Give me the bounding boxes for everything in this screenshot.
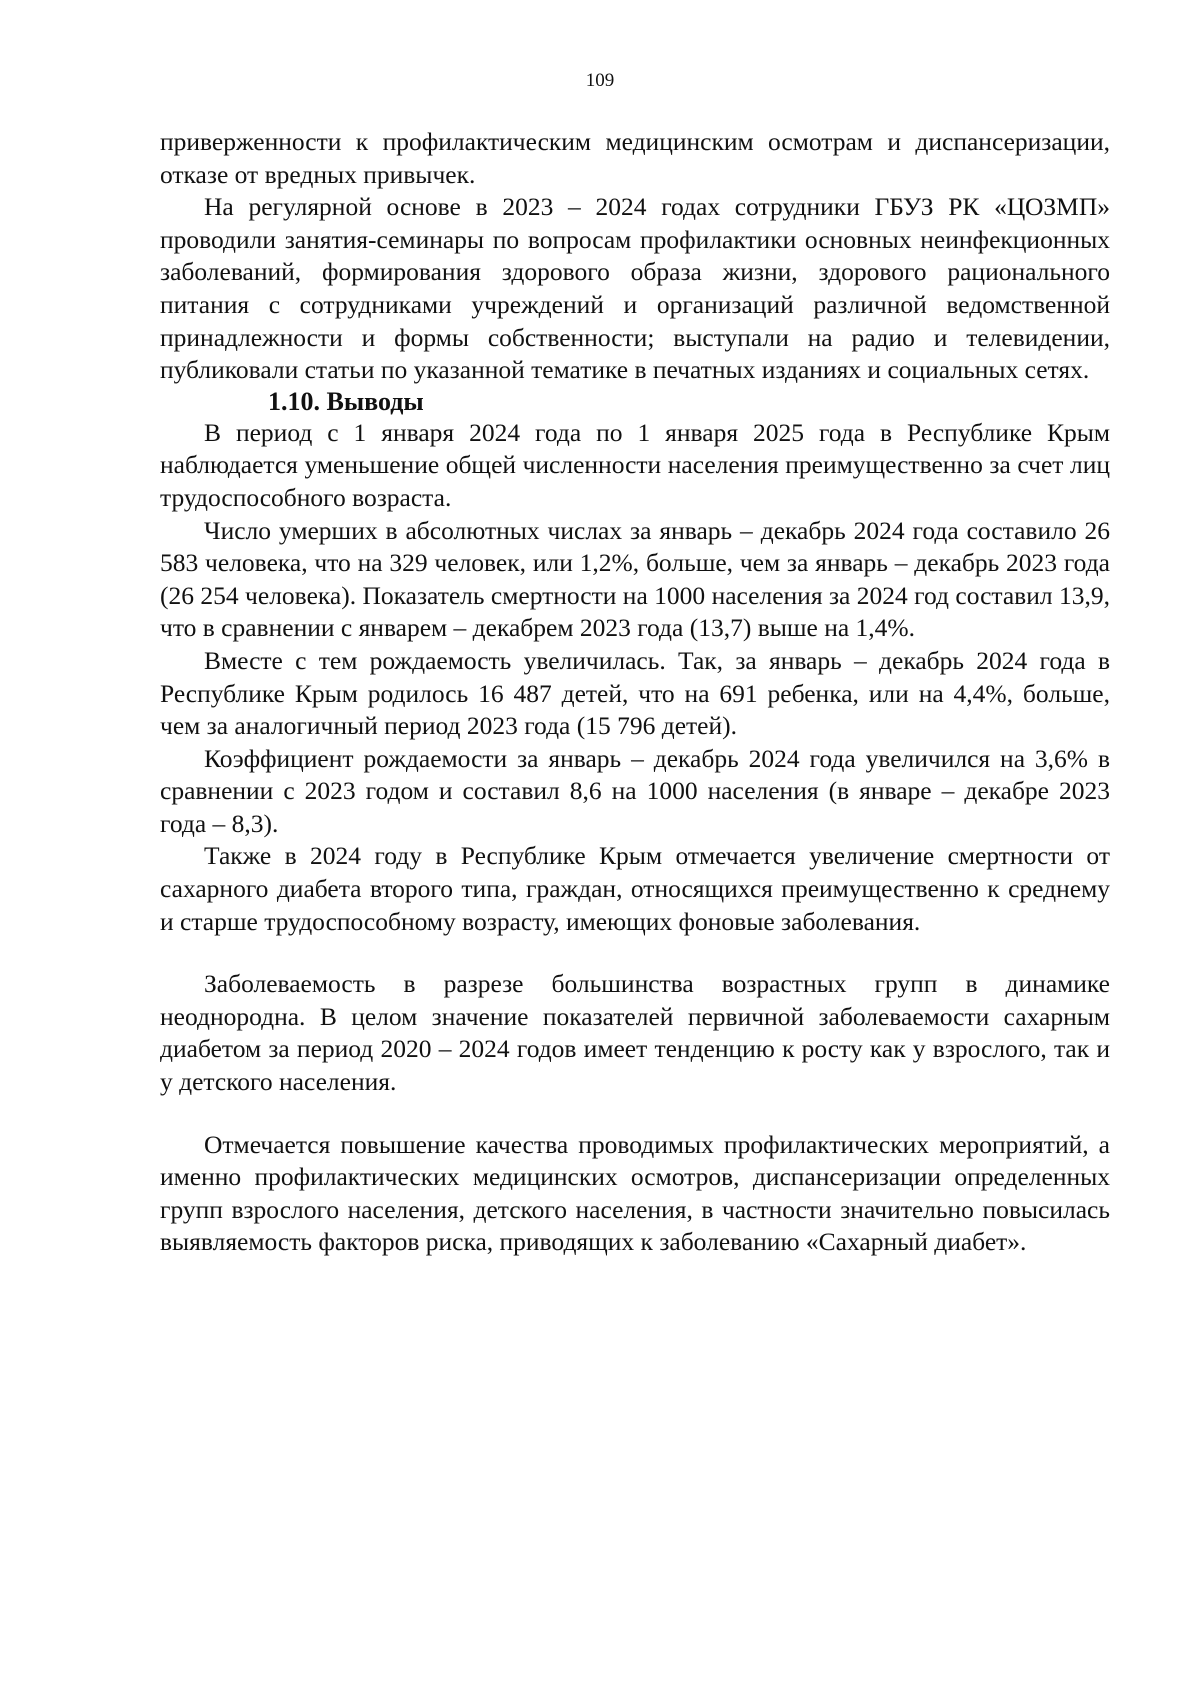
conclusion-paragraph-birth-rate: Коэффициент рождаемости за январь – декабрь 2024 года увеличился на 3,6% в сравнении с 2023 годом и составил 8,6 на 1000 населения (в январе – декабре 2023 года – 8,3). [160,743,1110,838]
conclusion-paragraph-mortality: Число умерших в абсолютных числах за январь – декабрь 2024 года составило 26 583 человека, что на 329 человек, или 1,2%, больше, чем за январь – декабрь 2023 года (26 254 человека). Показатель смертности на 1000 населения за 2024 год составил 13,9, что в сравнении с январем – декабрем 2023 года (13,7) выше на 1,4%. [160,515,1110,643]
page-number: 109 [585,70,615,91]
conclusion-paragraph-births: Вместе с тем рождаемость увеличилась. Так, за январь – декабрь 2024 года в Республике Крым родилось 16 487 детей, что на 691 ребенка, или на 4,4%, больше, чем за аналогичный период 2023 года (15 796 детей). [160,645,1110,741]
intro-paragraph-continuation: приверженности к профилактическим медицинским осмотрам и диспансеризации, отказе от вредных привычек. [160,127,1110,189]
morbidity-paragraph: Заболеваемость в разрезе большинства возрастных групп в динамике неоднородна. В целом значение показателей первичной заболеваемости сахарным диабетом за период 2020 – 2024 годов имеет тенденцию к росту как у взрослого, так и у детского населения. [160,969,1110,1097]
paragraph-spacer [160,938,1110,968]
section-heading: 1.10. Выводы [268,386,424,416]
paragraph-spacer [160,1099,1110,1129]
conclusion-paragraph-population: В период с 1 января 2024 года по 1 января 2025 года в Республике Крым наблюдается уменьшение общей численности населения преимущественно за счет лиц трудоспособного возраста. [160,417,1110,512]
prevention-paragraph: Отмечается повышение качества проводимых профилактических мероприятий, а именно профилактических медицинских осмотров, диспансеризации определенных групп взрослого населения, детского населения, в частности значительно повысилась выявляемость факторов риска, приводящих к заболеванию «Сахарный диабет». [160,1129,1110,1257]
conclusion-paragraph-diabetes-mortality: Также в 2024 году в Республике Крым отмечается увеличение смертности от сахарного диабета второго типа, граждан, относящихся преимущественно к среднему и старше трудоспособному возрасту, имеющих фоновые заболевания. [160,841,1110,936]
intro-paragraph-seminars: На регулярной основе в 2023 – 2024 годах сотрудники ГБУЗ РК «ЦОЗМП» проводили занятия-семинары по вопросам профилактики основных неинфекционных заболеваний, формирования здорового образа жизни, здорового рационального питания с сотрудниками учреждений и организаций различной ведомственной принадлежности и формы собственности; выступали на радио и телевидении, публиковали статьи по указанной тематике в печатных изданиях и социальных сетях. [160,192,1110,385]
document-body [160,126,1110,1259]
